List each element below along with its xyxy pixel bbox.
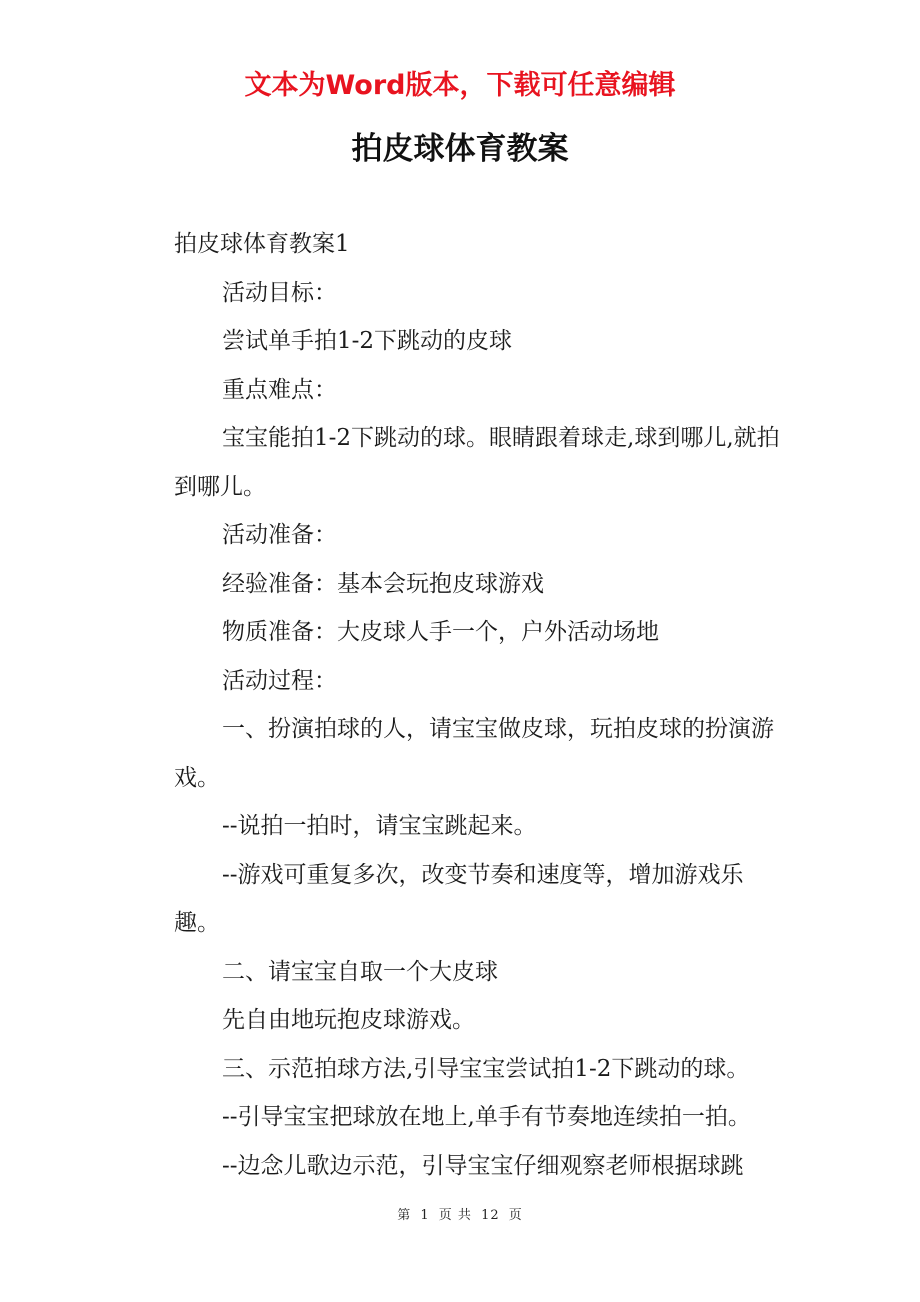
page-footer — [0, 1206, 920, 1226]
paragraph: --游戏可重复多次，改变节奏和速度等，增加游戏乐趣。 — [174, 861, 744, 936]
paragraph: --边念儿歌边示范，引导宝宝仔细观察老师根据球跳 — [222, 1152, 744, 1179]
paragraph: 物质准备：大皮球人手一个，户外活动场地 — [222, 619, 659, 645]
paragraph: 拍皮球体育教案1 — [174, 231, 350, 257]
document-body — [174, 220, 784, 1190]
paragraph: 尝试单手拍1-2下跳动的皮球 — [222, 328, 513, 354]
total-page-count: 12 — [481, 1208, 500, 1223]
footer-middle: 页 共 — [438, 1208, 472, 1223]
paragraph: 经验准备：基本会玩抱皮球游戏 — [222, 570, 544, 597]
paragraph: 一、扮演拍球的人，请宝宝做皮球，玩拍皮球的扮演游戏。 — [174, 716, 774, 791]
footer-prefix: 第 — [397, 1208, 412, 1223]
paragraph: 活动目标： — [222, 279, 337, 306]
paragraph: 宝宝能拍1-2下跳动的球。眼睛跟着球走,球到哪儿,就拍到哪儿。 — [174, 425, 780, 500]
paragraph: 活动准备： — [222, 522, 337, 548]
paragraph: 活动过程： — [222, 667, 337, 694]
paragraph: 重点难点： — [222, 376, 337, 403]
paragraph: 三、示范拍球方法,引导宝宝尝试拍1-2下跳动的球。 — [222, 1055, 750, 1082]
footer-suffix: 页 — [508, 1208, 523, 1223]
download-banner: 文本为Word版本，下载可任意编辑 — [244, 70, 676, 101]
document-title: 拍皮球体育教案 — [351, 131, 569, 167]
paragraph: --引导宝宝把球放在地上,单手有节奏地连续拍一拍。 — [222, 1104, 751, 1130]
current-page-number: 1 — [420, 1208, 430, 1223]
paragraph: 二、请宝宝自取一个大皮球 — [222, 958, 498, 985]
paragraph: --说拍一拍时，请宝宝跳起来。 — [222, 813, 537, 839]
paragraph: 先自由地玩抱皮球游戏。 — [222, 1007, 475, 1033]
